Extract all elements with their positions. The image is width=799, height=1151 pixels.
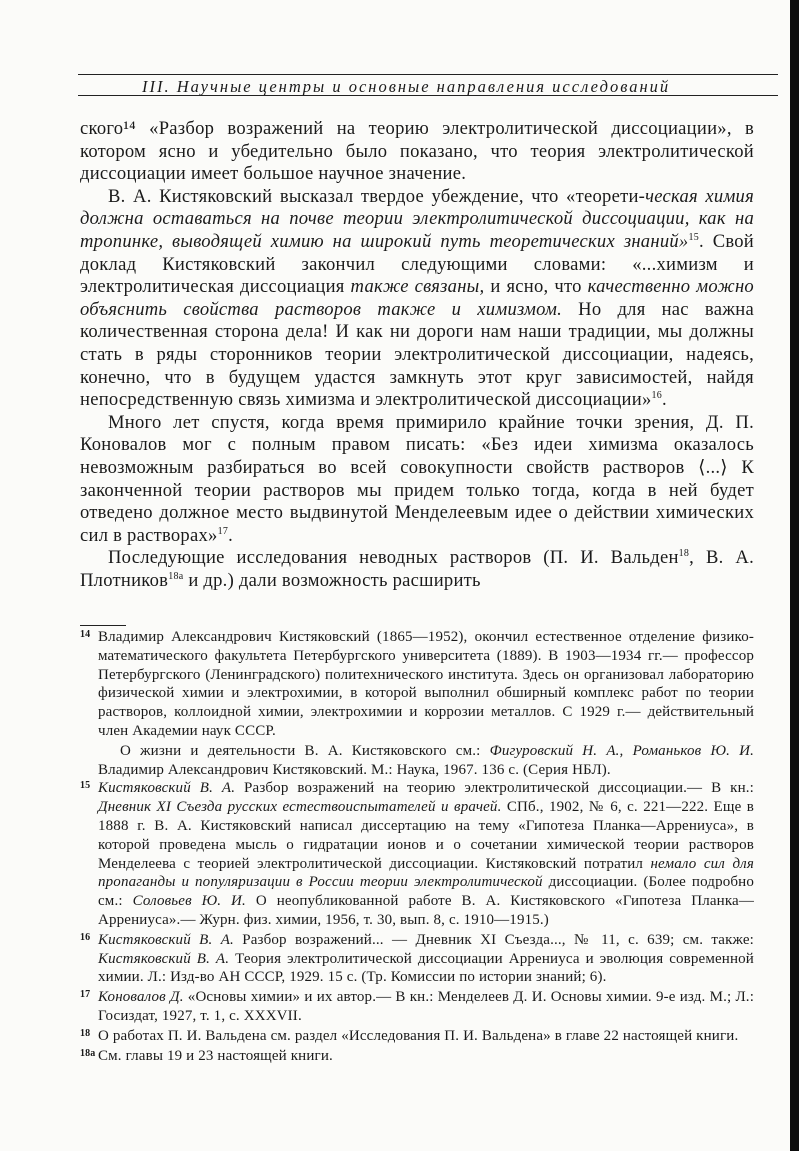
footnote-text: Разбор возражений... — Дневник XI Съезда..., № 11, с. 639; см. также:: [242, 931, 754, 948]
paragraph-4-text-b: , В. А. Плотников: [80, 547, 754, 591]
footnote-author: Кистяковский В. А.: [98, 780, 236, 797]
footnote-author: Фигуровский Н. А., Романьков Ю. И.: [489, 742, 755, 759]
footnote-text: О жизни и деятельности В. А. Кистяковского см.:: [120, 742, 481, 759]
footnote-number: 17: [80, 989, 91, 1001]
footnote-number: 18: [80, 1027, 91, 1039]
paragraph-4-text-a: Последующие исследования неводных растворов (П. И. Вальден: [108, 547, 679, 569]
footnote-text: Владимир Александрович Кистяковский (1865—1952), окончил естественное отделение физико-математического факультета Петербургского университета (1889). В 1903—1934 гг.— профессор Петербургского (Ленинградского) политехнического института. Здесь он организовал лабораторию физической химии и электрохимии, в которой выполнил обширный комплекс работ по теории растворов, коллоидной химии, электрохимии и коррозии металлов. С 1929 г.— действительный член Академии наук СССР.: [98, 629, 754, 739]
footnote-ref-18a[interactable]: 18а: [168, 570, 184, 582]
footnote-text: О работах П. И. Вальдена см. раздел «Исследования П. И. Вальдена» в главе 22 настоящей книги.: [98, 1027, 739, 1044]
paragraph-2-italic-quote: ческая химия должна оставаться на почве теории электролитической диссоциации, как на тропинке, выводящей химию на широкий путь теоретических знаний»: [80, 185, 754, 252]
footnote-text: «Основы химии» и их автор.— В кн.: Менделеев Д. И. Основы химии. 9-е изд. М.; Л.: Госиздат, 1927, т. 1, с. XXXVII.: [98, 989, 755, 1024]
paragraph-1: [80, 118, 754, 186]
footnote-number: 14: [80, 629, 91, 640]
paragraph-2-text-c: . Свой доклад Кистяковский закончил следующими словами: «...химизм и электролитическая диссоциация: [80, 230, 754, 298]
paragraph-2-text-a: В. А. Кистяковский высказал твердое убеждение, что «теорети-: [108, 185, 646, 207]
footnote-text: Разбор возражений на теорию электролитической диссоциации.— В кн.:: [244, 780, 754, 797]
footnote-number: 16: [80, 931, 91, 943]
footnote-18a: [80, 1047, 754, 1066]
footnote-separator: [80, 625, 126, 626]
footnote-number: 18а: [80, 1047, 96, 1059]
paragraph-4: [80, 547, 754, 592]
running-title: III. Научные центры и основные направления исследований: [142, 77, 671, 96]
paragraph-2: В. А. Кистяковский высказал твердое убеждение, что «теорети-ческая химия должна оставаться на почве теории электролитической диссоциации, как на тропинке, выводящей химию на широкий путь теоретических знаний»$^{15}$. Свой доклад Кистяковский закончил следующими словами: «...химизм и электролитическая диссоциация также связаны, и ясно, что качественно можно объяснить свойства растворов также и химизмом. Но для нас важна количественная сторона дела! И как ни дороги нам наши традиции, мы должны стать в ряды сторонников теории электролитической диссоциации, надеясь, конечно, что в будущем удастся замкнуть этот круг зависимостей, найдя непосредственную связь химизма и электролитической диссоциации»$^{16}$.: [80, 185, 754, 411]
running-header: [78, 68, 778, 98]
paragraph-2-text-g: Но для нас важна количественная сторона дела! И как ни дороги нам наши традиции, мы должны стать в ряды сторонников теории электролитической диссоциации, надеясь, конечно, что в будущем удастся замкнуть этот круг зависимостей, найдя непосредственную связь химизма и электролитической диссоциации»: [80, 298, 754, 411]
footnote-text: См. главы 19 и 23 настоящей книги.: [98, 1047, 333, 1064]
footnote-14: [80, 628, 754, 741]
scan-edge-shadow: [790, 0, 799, 1151]
footnote-16: [80, 931, 754, 987]
footnote-source-title: Дневник XI Съезда русских естествоиспытателей и врачей.: [98, 799, 502, 816]
footnote-text: О неопубликованной работе В. А. Кистяковского «Гипотеза Планка—Аррениуса».— Журн. физ. химии, 1956, т. 30, вып. 8, с. 1910—1915.): [98, 893, 755, 928]
footnote-ref-15[interactable]: 15: [688, 231, 699, 243]
footnote-number: 15: [80, 780, 91, 792]
footnote-text: диссоциации. (Более подробно см.:: [98, 874, 754, 910]
footnote-text: Владимир Александрович Кистяковский. М.: Наука, 1967. 136 с. (Серия НБЛ).: [98, 761, 611, 778]
header-bottom-rule: [78, 95, 778, 96]
header-top-rule: [78, 74, 778, 75]
main-text: [80, 118, 754, 592]
paragraph-3: Много лет спустя, когда время примирило крайние точки зрения, Д. П. Коновалов мог с полным правом писать: «Без идеи химизма оказалось невозможным разбираться во всей совокупности свойств растворов ⟨...⟩ К законченной теории растворов мы придем только тогда, когда в ней будет отведено должное место выдвинутой Менделеевым идее о действии химических сил в растворах»$^{17}$.: [80, 411, 754, 546]
paragraph-2-text-e: и ясно, что: [490, 276, 582, 298]
footnote-author: Кистяковский В. А.: [98, 950, 230, 967]
footnote-text: Теория электролитической диссоциации Аррениуса и эволюция современной химии. Л.: Изд-во АН СССР, 1929. 15 с. (Тр. Комиссии по истории знаний; 6).: [98, 950, 754, 986]
footnote-ref-16[interactable]: 16: [651, 389, 663, 401]
footnote-18: [80, 1027, 754, 1046]
footnote-ref-17[interactable]: 17: [217, 525, 229, 537]
paragraph-2-italic-f: качественно можно объяснить свойства растворов также и химизмом.: [80, 276, 754, 320]
footnote-14-continuation: [80, 742, 754, 780]
paragraph-4-text-c: и др.) дали возможность расширить: [188, 569, 481, 591]
footnote-author: Коновалов Д.: [98, 989, 184, 1006]
paragraph-3-text: Много лет спустя, когда время примирило крайние точки зрения, Д. П. Коновалов мог с полным правом писать: «Без идеи химизма оказалось невозможным разбираться во всей совокупности свойств растворов ⟨...⟩ К законченной теории растворов мы придем только тогда, когда в ней будет отведено должное место выдвинутой Менделеевым идее о действии химических сил в растворах»: [80, 411, 754, 546]
footnote-ref-18[interactable]: 18: [678, 548, 690, 560]
footnote-author: Соловьев Ю. И.: [132, 893, 246, 910]
footnote-15: [80, 779, 754, 929]
footnote-17: [80, 988, 754, 1026]
footnote-italic-phrase: немало сил для пропаганды и популяризации в России теории электролитической: [98, 855, 754, 891]
paragraph-2-italic-d: также связаны,: [350, 276, 485, 298]
paragraph-1-text: ского¹⁴ «Разбор возражений на теорию электролитической диссоциации», в котором ясно и убедительно было показано, что теория электролитической диссоциации имеет большое научное значение.: [80, 118, 754, 185]
footnote-text: СПб., 1902, № 6, с. 221—222. Еще в 1888 г. В. А. Кистяковский написал диссертацию на тему «Гипотеза Планка—Аррениуса», в которой проведена мысль о гидратации ионов и о сочетании химической теории растворов Менделеева с теорией электролитической диссоциации. Кистяковский потратил: [98, 799, 754, 872]
footnote-author: Кистяковский В. А.: [98, 931, 234, 948]
footnotes: [80, 628, 754, 1066]
